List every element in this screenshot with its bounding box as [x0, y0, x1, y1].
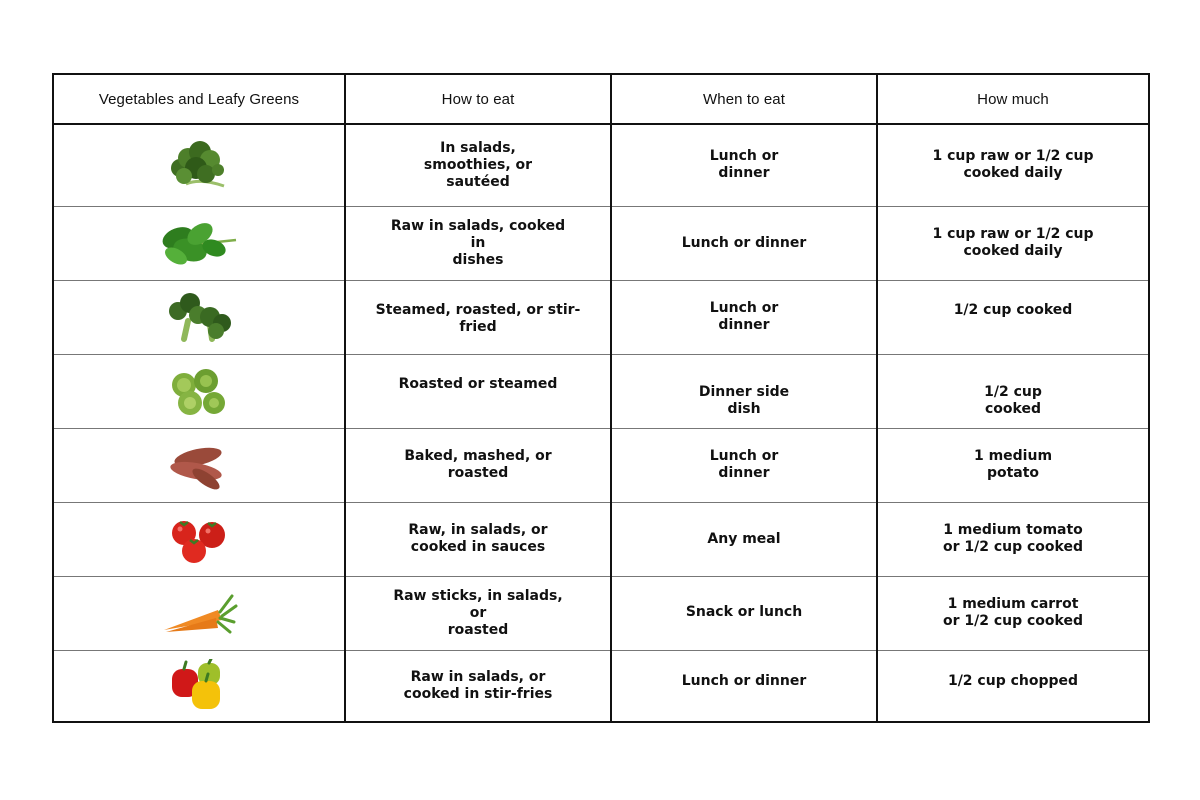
how-much-text: 1 medium tomato or 1/2 cup cooked	[942, 522, 1083, 555]
vegetable-image-cell	[53, 502, 345, 576]
sweet-potato-icon	[162, 439, 236, 491]
header-how-much: How much	[877, 74, 1149, 124]
how-to-eat-text: Raw in salads, cooked in dishes	[390, 217, 566, 268]
broccoli-icon	[166, 291, 232, 343]
when-to-eat-text: Dinner side dish	[698, 383, 790, 417]
how-to-eat-text: Baked, mashed, or roasted	[404, 448, 552, 481]
how-much-text: 1 medium carrot or 1/2 cup cooked	[942, 596, 1083, 629]
how-much-text: 1 cup raw or 1/2 cup cooked daily	[932, 226, 1094, 259]
header-vegetables: Vegetables and Leafy Greens	[53, 74, 345, 124]
table-row	[53, 428, 1149, 502]
how-to-eat-text: Roasted or steamed	[398, 375, 558, 392]
how-to-eat-text: Raw sticks, in salads, or roasted	[393, 587, 563, 638]
kale-icon	[166, 138, 232, 192]
when-to-eat-text: Lunch or dinner	[709, 448, 779, 481]
how-to-eat-text: Raw in salads, or cooked in stir-fries	[403, 668, 553, 702]
table-row	[53, 280, 1149, 354]
table-header-row	[53, 74, 1149, 124]
table-row	[53, 502, 1149, 576]
when-to-eat-text: Lunch or dinner	[709, 300, 779, 333]
spinach-icon	[158, 218, 240, 268]
how-much-text: 1 medium potato	[973, 448, 1053, 481]
bell-pepper-icon	[168, 659, 230, 713]
when-to-eat-text: Snack or lunch	[685, 603, 803, 620]
when-to-eat-text: Lunch or dinner	[681, 672, 807, 689]
header-when-to-eat: When to eat	[611, 74, 877, 124]
table-row	[53, 124, 1149, 206]
vegetable-image-cell	[53, 280, 345, 354]
how-to-eat-text: In salads, smoothies, or sautéed	[423, 139, 533, 190]
table-row	[53, 650, 1149, 722]
vegetable-image-cell	[53, 428, 345, 502]
vegetable-image-cell	[53, 650, 345, 722]
how-much-text: 1/2 cup cooked	[984, 383, 1042, 417]
header-how-to-eat: How to eat	[345, 74, 611, 124]
table-row	[53, 576, 1149, 650]
vegetable-image-cell	[53, 124, 345, 206]
tomato-icon	[166, 513, 232, 565]
when-to-eat-text: Lunch or dinner	[681, 234, 807, 251]
how-much-text: 1/2 cup chopped	[947, 672, 1079, 689]
when-to-eat-text: Lunch or dinner	[709, 148, 779, 182]
table-row	[53, 206, 1149, 280]
vegetable-image-cell	[53, 576, 345, 650]
how-much-text: 1 cup raw or 1/2 cup cooked daily	[932, 148, 1094, 182]
when-to-eat-text: Any meal	[707, 530, 781, 547]
how-to-eat-text: Steamed, roasted, or stir-fried	[375, 301, 581, 335]
vegetable-guide-table	[52, 73, 1150, 723]
how-to-eat-text: Raw, in salads, or cooked in sauces	[408, 522, 548, 555]
carrot-icon	[160, 588, 238, 638]
vegetable-image-cell	[53, 206, 345, 280]
vegetable-image-cell	[53, 354, 345, 428]
table-row	[53, 354, 1149, 428]
how-much-text: 1/2 cup cooked	[953, 301, 1073, 318]
brussels-sprouts-icon	[168, 365, 230, 417]
